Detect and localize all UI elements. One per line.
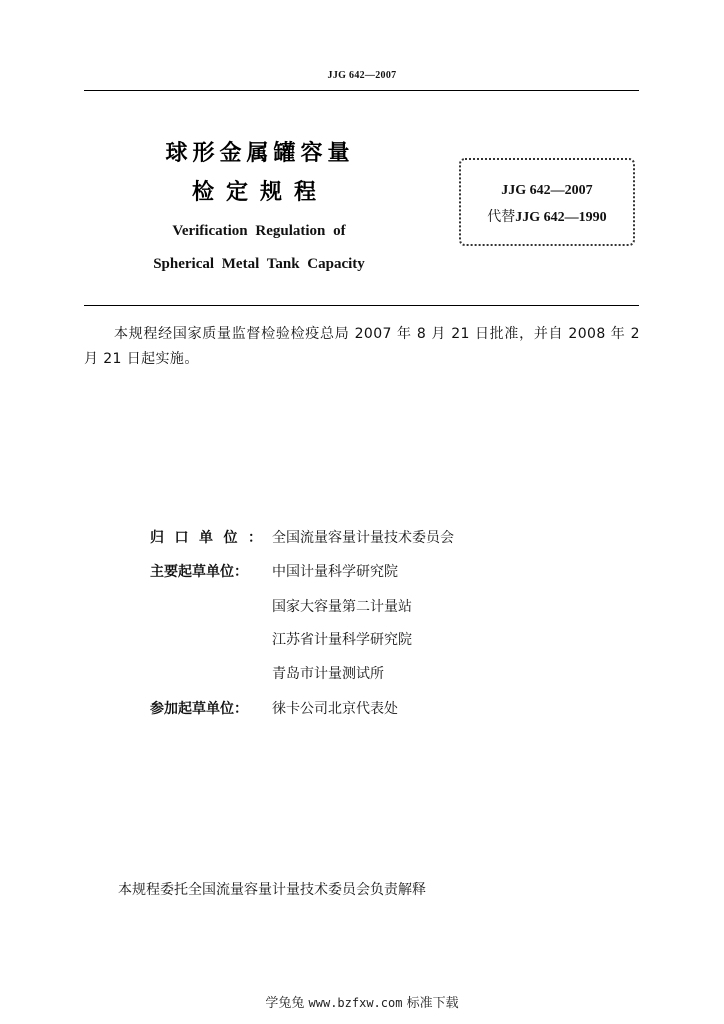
responsible-unit-label: 归口单位：: [150, 530, 273, 546]
main-drafter-2: 国家大容量第二计量站: [272, 599, 412, 615]
main-drafters-label: 主要起草单位：: [150, 564, 248, 580]
participating-unit-value: 徕卡公司北京代表处: [272, 701, 398, 717]
title-chinese-line2: 检定规程: [191, 180, 328, 205]
responsible-unit-value: 全国流量容量计量技术委员会: [272, 530, 454, 546]
interpretation-note: 本规程委托全国流量容量计量技术委员会负责解释: [118, 882, 426, 898]
main-drafter-3: 江苏省计量科学研究院: [272, 632, 412, 648]
header-standard-code: JJG 642—2007: [327, 70, 397, 81]
standard-code-box: [459, 158, 635, 246]
main-drafter-4: 青岛市计量测试所: [272, 666, 384, 682]
replaces-code: JJG 642—1990: [515, 210, 607, 225]
participating-unit-label: 参加起草单位：: [150, 701, 248, 717]
watermark-left: 学兔兔: [265, 996, 305, 1011]
header-rule: [84, 90, 639, 91]
watermark: [0, 992, 724, 1011]
code-box-code: JJG 642—2007: [501, 183, 593, 198]
main-drafter-1: 中国计量科学研究院: [272, 564, 398, 580]
replaces-prefix: 代替: [487, 209, 516, 225]
watermark-url[interactable]: www.bzfxw.com: [308, 996, 403, 1010]
code-box-replaces: [459, 206, 635, 226]
title-english-line2: Spherical Metal Tank Capacity: [153, 256, 365, 272]
title-chinese-line1: 球形金属罐容量: [165, 141, 355, 166]
watermark-right: 标准下载: [406, 996, 459, 1011]
approval-paragraph: 本规程经国家质量监督检验检疫总局 2007 年 8 月 21 日批准，并自 2008 年 2 月 21 日起实施。: [84, 326, 640, 367]
title-english-line1: Verification Regulation of: [172, 223, 346, 239]
section-rule: [84, 305, 639, 306]
